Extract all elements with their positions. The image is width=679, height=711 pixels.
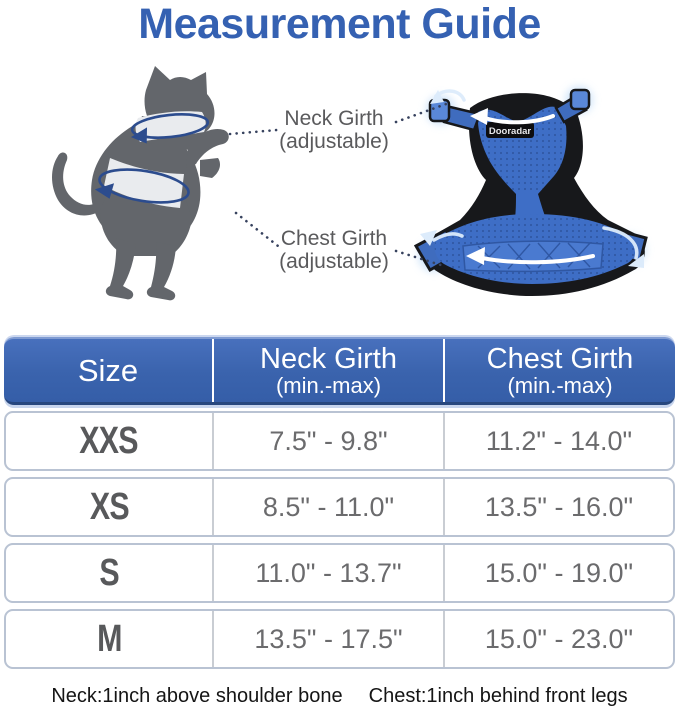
cat-second-paw (200, 158, 220, 178)
chest-value: 15.0" - 19.0" (484, 557, 634, 588)
neck-value: 11.0" - 13.7" (255, 557, 402, 588)
cell-size (6, 479, 212, 535)
cell-chest (443, 611, 673, 667)
brand-label-text: Dooradar (488, 126, 532, 137)
header-cell-neck-girth (212, 339, 443, 402)
neck-value: 8.5" - 11.0" (262, 491, 395, 522)
neck-girth-annotation (266, 107, 402, 153)
cell-neck (212, 479, 443, 535)
cell-chest (443, 479, 673, 535)
size-table (4, 337, 675, 669)
harness-photo (408, 78, 658, 304)
header-size-title: Size (77, 353, 139, 388)
cat-left-hind-leg (106, 238, 136, 299)
neck-girth-sublabel: (adjustable) (279, 130, 389, 153)
cat-silhouette-illustration (30, 60, 262, 324)
table-row-m (4, 609, 675, 669)
header-cell-chest-girth (443, 339, 675, 402)
chest-value: 11.2" - 14.0" (485, 425, 633, 456)
cell-size (6, 611, 212, 667)
table-header-row (4, 337, 675, 405)
page-title: Measurement Guide (138, 0, 541, 48)
chest-value: 13.5" - 16.0" (484, 491, 634, 522)
neck-instruction: Neck:1inch above shoulder bone (51, 685, 343, 707)
chest-value: 15.0" - 23.0" (484, 623, 634, 654)
chest-instruction: Chest:1inch behind front legs (368, 685, 628, 707)
size-value: XXS (79, 419, 139, 462)
neck-value: 7.5" - 9.8" (269, 425, 388, 456)
illustration-section (0, 0, 679, 332)
neck-girth-label: Neck Girth (284, 107, 384, 130)
cell-neck (212, 611, 443, 667)
cell-neck (212, 413, 443, 469)
header-cell-size (4, 339, 212, 402)
chest-girth-sublabel: (adjustable) (279, 250, 389, 273)
cell-size (6, 545, 212, 601)
header-chest-subtitle: (min.-max) (507, 373, 613, 398)
cell-size (6, 413, 212, 469)
size-value: S (99, 551, 119, 594)
size-value: M (96, 617, 122, 660)
header-neck-title: Neck Girth (260, 343, 397, 375)
measuring-instructions (0, 685, 679, 708)
cell-neck (212, 545, 443, 601)
neck-value: 13.5" - 17.5" (254, 623, 403, 654)
chest-girth-annotation (266, 227, 402, 273)
cell-chest (443, 413, 673, 469)
header-chest-title: Chest Girth (486, 343, 634, 375)
cell-chest (443, 545, 673, 601)
table-row-s (4, 543, 675, 603)
size-value: XS (89, 485, 129, 528)
header-neck-subtitle: (min.-max) (275, 373, 382, 398)
table-row-xs (4, 477, 675, 537)
chest-girth-label: Chest Girth (280, 227, 388, 250)
table-row-xxs (4, 411, 675, 471)
